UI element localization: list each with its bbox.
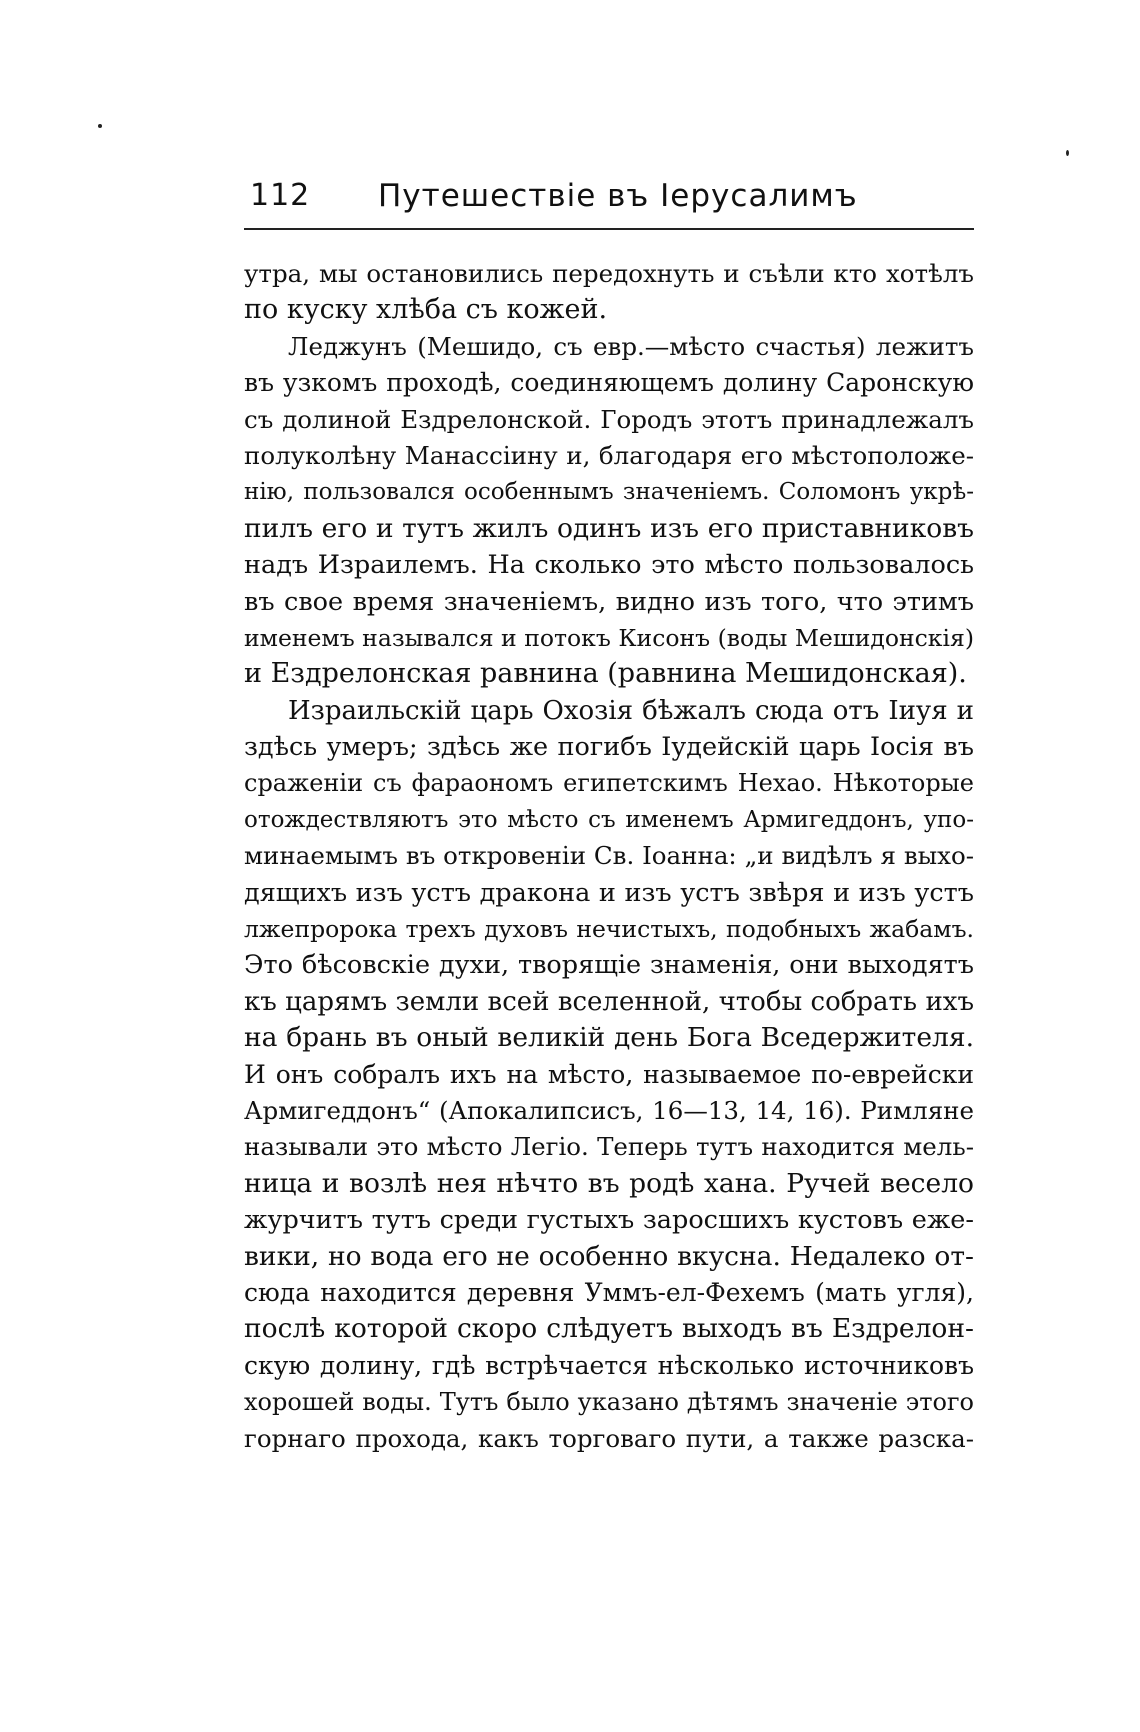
text-line: по куску хлѣба съ кожей.: [244, 294, 608, 326]
text-line: и Ездрелонская равнина (равнина Мешидонская).: [244, 658, 967, 690]
text-line: называли это мѣсто Легіо. Теперь тутъ находится мель-: [244, 1132, 974, 1162]
text-line: скую долину, гдѣ встрѣчается нѣсколько источниковъ: [244, 1350, 974, 1380]
text-line: ница и возлѣ нея нѣчто въ родѣ хана. Ручей весело: [244, 1167, 974, 1199]
text-line: хорошей воды. Тутъ было указано дѣтямъ значеніе этого: [244, 1388, 974, 1417]
text-line: надъ Израилемъ. На сколько это мѣсто пользовалось: [244, 550, 974, 581]
text-line: сюда находится деревня Уммъ-ел-Фехемъ (мать угля),: [244, 1277, 974, 1307]
text-line: журчитъ тутъ среди густыхъ заросшихъ кустовъ еже-: [244, 1205, 974, 1236]
text-line: минаемымъ въ откровеніи Св. Іоанна: „и видѣлъ я выхо-: [244, 841, 974, 871]
text-line: съ долиной Ездрелонской. Городъ этотъ принадлежалъ: [244, 404, 974, 434]
text-line: полуколѣну Манассіину и, благодаря его мѣстоположе-: [244, 440, 974, 470]
text-line: отождествляютъ это мѣсто съ именемъ Армигеддонъ, упо-: [244, 806, 974, 833]
page-number: 112: [250, 178, 311, 213]
text-line: Это бѣсовскіе духи, творящіе знаменія, они выходятъ: [244, 950, 974, 981]
text-line: здѣсь умеръ; здѣсь же погибъ Іудейскій царь Іосія въ: [244, 732, 974, 763]
text-line: на брань въ оный великій день Бога Вседержителя.: [244, 1022, 974, 1054]
text-line: нію, пользовался особеннымъ значеніемъ. Соломонъ укрѣ-: [244, 479, 974, 506]
body-text: [244, 256, 974, 1457]
header-rule: [244, 228, 974, 230]
print-speck: [1066, 150, 1069, 156]
running-title: Путешествіе въ Іерусалимъ: [378, 178, 858, 214]
text-line: дящихъ изъ устъ дракона и изъ устъ звѣря и изъ устъ: [244, 877, 974, 908]
text-line: лжепророка трехъ духовъ нечистыхъ, подобныхъ жабамъ.: [244, 915, 974, 944]
text-line: Израильскій царь Охозія бѣжалъ сюда отъ Іиуя и: [288, 695, 974, 726]
print-speck: [98, 124, 102, 128]
text-line: въ свое время значеніемъ, видно изъ того, что этимъ: [244, 586, 974, 617]
text-line: горнаго прохода, какъ торговаго пути, а также разска-: [244, 1423, 974, 1453]
text-line: послѣ которой скоро слѣдуетъ выходъ въ Ездрелон-: [244, 1313, 974, 1345]
text-line: именемъ назывался и потокъ Кисонъ (воды Мешидонскія): [244, 623, 974, 652]
text-line: пилъ его и тутъ жилъ одинъ изъ его приставниковъ: [244, 512, 974, 544]
text-line: къ царямъ земли всей вселенной, чтобы собрать ихъ: [244, 986, 974, 1017]
text-line: И онъ собралъ ихъ на мѣсто, называемое по-еврейски: [244, 1059, 974, 1089]
text-line: утра, мы остановились передохнуть и съѣли кто хотѣлъ: [244, 259, 974, 288]
text-line: Армигеддонъ“ (Апокалипсисъ, 16—13, 14, 16). Римляне: [244, 1095, 974, 1125]
running-header: [244, 178, 974, 228]
text-line: сраженіи съ фараономъ египетскимъ Нехао. Нѣкоторые: [244, 769, 974, 798]
text-line: въ узкомъ проходѣ, соединяющемъ долину Саронскую: [244, 368, 974, 398]
text-line: вики, но вода его не особенно вкусна. Недалеко от-: [244, 1240, 974, 1272]
text-line: Леджунъ (Мешидо, съ евр.—мѣсто счастья) лежитъ: [288, 331, 974, 361]
